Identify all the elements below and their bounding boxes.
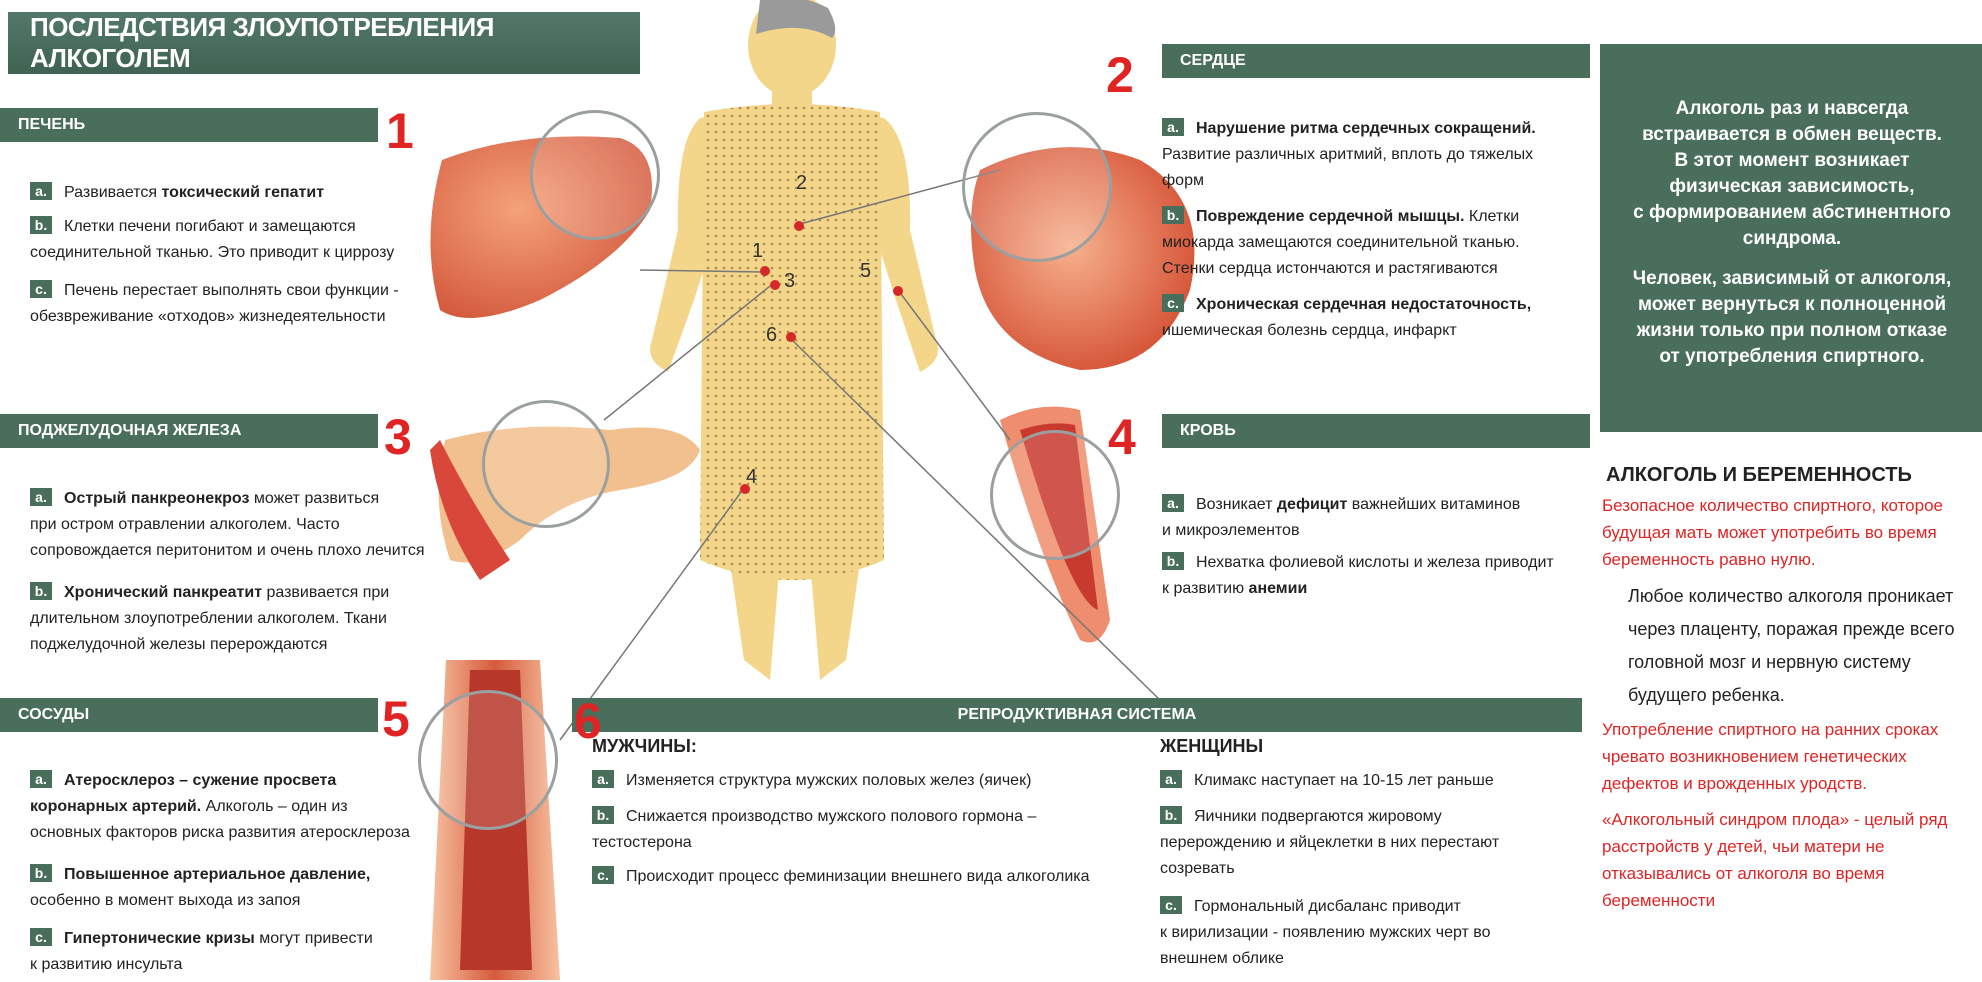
badge: b. — [1162, 552, 1184, 570]
badge: c. — [30, 280, 52, 298]
badge: b. — [1162, 206, 1184, 224]
body-number-1: 1 — [752, 240, 764, 262]
pregnancy-text-black: Любое количество алкоголя проникает через плаценту, поражая прежде всего головной мозг и нервную систему будущего ребенка. — [1628, 586, 1955, 705]
liver-magnifier — [530, 110, 660, 240]
badge: a. — [1162, 494, 1184, 512]
pancreas-header: ПОДЖЕЛУДОЧНАЯ ЖЕЛЕЗА — [0, 414, 378, 448]
badge: b. — [592, 806, 614, 824]
dependency-box — [1600, 44, 1982, 432]
body-number-5: 5 — [860, 260, 872, 282]
body-number-4: 4 — [746, 466, 758, 488]
badge: a. — [30, 182, 52, 200]
badge: c. — [592, 866, 614, 884]
blood-magnifier — [990, 430, 1120, 560]
pancreas-number: 3 — [384, 409, 412, 465]
pregnancy-text-red-3: «Алкогольный синдром плода» - целый ряд расстройств у детей, чьи матери не отказывались от алкоголя во время беременности — [1602, 810, 1948, 910]
artery-magnifier — [418, 690, 558, 830]
heart-item-b: b. Повреждение сердечной мышцы. Клетки миокарда замещаются соединительной тканью. Стенки сердца истончаются и растягиваются — [1162, 207, 1520, 277]
reproductive-number: 6 — [574, 693, 602, 749]
pregnancy-text-red-1: Безопасное количество спиртного, которое будущая мать может употребить во время беременность равно нулю. — [1602, 496, 1943, 569]
women-title: ЖЕНЩИНЫ — [1160, 736, 1264, 756]
vessels-item-b: b. Повышенное артериальное давление, особенно в момент выхода из запоя — [30, 865, 371, 909]
marker-dot-pancreas — [770, 280, 780, 290]
badge: c. — [1160, 896, 1182, 914]
badge: b. — [1160, 806, 1182, 824]
blood-number: 4 — [1108, 409, 1136, 465]
men-item-b: b. Снижается производство мужского полового гормона – тестостерона — [592, 807, 1037, 851]
marker-dot-vessels — [893, 286, 903, 296]
heart-item-a: a. Нарушение ритма сердечных сокращений. Развитие различных аритмий, вплоть до тяжелых форм — [1162, 119, 1536, 189]
badge: a. — [592, 770, 614, 788]
marker-dot-liver — [760, 266, 770, 276]
dependency-paragraph-2: Человек, зависимый от алкоголя, может вернуться к полноценной жизни только при полном отказе от употребления спиртного. — [1632, 268, 1952, 367]
badge: b. — [30, 864, 52, 882]
badge: a. — [1162, 118, 1184, 136]
women-item-a: a. Климакс наступает на 10-15 лет раньше — [1160, 768, 1494, 794]
body-number-3: 3 — [784, 270, 796, 292]
heart-header: СЕРДЦЕ — [1162, 44, 1590, 78]
marker-dot-reproductive — [786, 332, 796, 342]
vessels-item-a: a. Атеросклероз – сужение просвета коронарных артерий. Алкоголь – один из основных факторов риска развития атеросклероза — [30, 771, 410, 841]
badge: a. — [30, 488, 52, 506]
dependency-paragraph-1: Алкоголь раз и навсегда встраивается в обмен веществ. В этот момент возникает физическая зависимость, с формированием абстинентного синдрома. — [1633, 98, 1951, 249]
women-item-b: b. Яичники подвергаются жировому перерождению и яйцеклетки в них перестают созревать — [1160, 807, 1500, 877]
badge: c. — [1162, 294, 1184, 312]
vessels-item-c: c. Гипертонические кризы могут привести к развитию инсульта — [30, 929, 373, 973]
liver-item-b: b. Клетки печени погибают и замещаются соединительной тканью. Это приводит к циррозу — [30, 217, 395, 261]
men-item-c: c. Происходит процесс феминизации внешнего вида алкоголика — [592, 864, 1090, 890]
liver-item-c: c. Печень перестает выполнять свои функции - обезвреживание «отходов» жизнедеятельности — [30, 281, 399, 325]
badge: a. — [30, 770, 52, 788]
liver-header: ПЕЧЕНЬ — [0, 108, 378, 142]
blood-header: КРОВЬ — [1162, 414, 1590, 448]
vessels-number: 5 — [382, 691, 410, 747]
liver-number: 1 — [386, 103, 414, 159]
marker-dot-heart — [794, 221, 804, 231]
badge: b. — [30, 582, 52, 600]
heart-magnifier — [962, 112, 1112, 262]
body-number-2: 2 — [796, 172, 808, 194]
badge: c. — [30, 928, 52, 946]
blood-item-a: a. Возникает дефицит важнейших витаминов и микроэлементов — [1162, 495, 1521, 539]
badge: b. — [30, 216, 52, 234]
body-number-6: 6 — [766, 324, 778, 346]
pregnancy-title: АЛКОГОЛЬ И БЕРЕМЕННОСТЬ — [1606, 464, 1912, 486]
women-item-c: c. Гормональный дисбаланс приводит к вирилизации - появлению мужских черт во внешнем облике — [1160, 897, 1491, 967]
vessels-header: СОСУДЫ — [0, 698, 378, 732]
pancreas-item-b: b. Хронический панкреатит развивается при длительном злоупотреблении алкоголем. Ткани поджелудочной железы перерождаются — [30, 583, 390, 653]
men-title: МУЖЧИНЫ: — [592, 736, 697, 756]
pregnancy-text-red-2: Употребление спиртного на ранних сроках чревато возникновением генетических дефектов и врожденных уродств. — [1602, 720, 1939, 793]
heart-item-c: c. Хроническая сердечная недостаточность, ишемическая болезнь сердца, инфаркт — [1162, 295, 1532, 339]
liver-item-a: a. Развивается токсический гепатит — [30, 180, 324, 206]
pancreas-item-a: a. Острый панкреонекроз может развиться при остром отравлении алкоголем. Часто сопровождается перитонитом и очень плохо лечится — [30, 489, 425, 559]
blood-item-b: b. Нехватка фолиевой кислоты и железа приводит к развитию анемии — [1162, 553, 1554, 597]
page-title: ПОСЛЕДСТВИЯ ЗЛОУПОТРЕБЛЕНИЯ АЛКОГОЛЕМ — [8, 12, 640, 74]
badge: a. — [1160, 770, 1182, 788]
pancreas-magnifier — [482, 400, 610, 528]
men-item-a: a. Изменяется структура мужских половых желез (яичек) — [592, 768, 1031, 794]
reproductive-header: РЕПРОДУКТИВНАЯ СИСТЕМА — [572, 698, 1582, 732]
heart-number: 2 — [1106, 47, 1134, 103]
